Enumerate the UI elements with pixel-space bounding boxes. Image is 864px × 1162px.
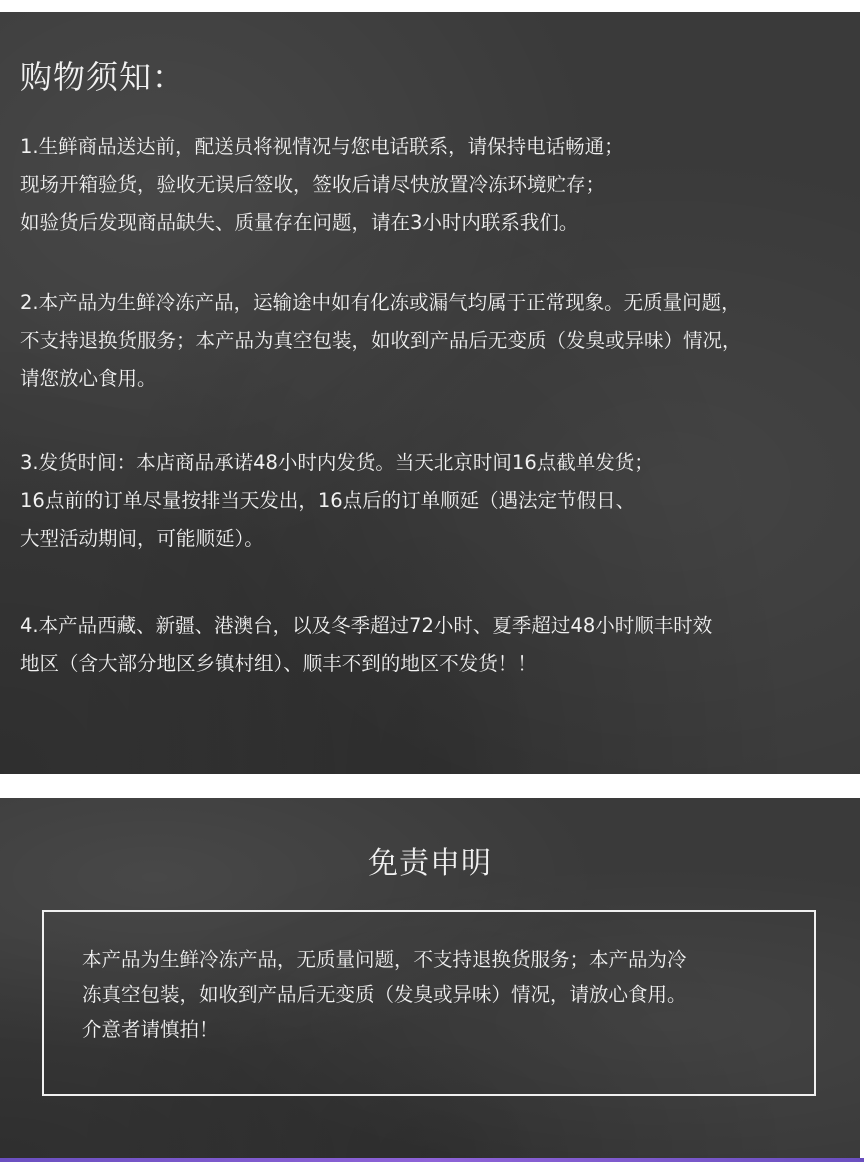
bottom-accent-bar: [0, 1158, 864, 1162]
notice-line: 不支持退换货服务；本产品为真空包装，如收到产品后无变质（发臭或异味）情况，: [20, 329, 742, 352]
disclaimer-panel: [0, 798, 860, 1158]
notice-line: 地区（含大部分地区乡镇村组）、顺丰不到的地区不发货！！: [20, 652, 537, 675]
notice-line: 16点前的订单尽量按排当天发出，16点后的订单顺延（遇法定节假日、: [20, 489, 636, 512]
notice-title: 购物须知：: [20, 58, 186, 96]
notice-item: [20, 444, 654, 558]
notice-line: 4.本产品西藏、新疆、港澳台，以及冬季超过72小时、夏季超过48小时顺丰时效: [20, 614, 713, 637]
notice-line: 大型活动期间，可能顺延）。: [20, 527, 264, 550]
notice-line: 现场开箱验货，验收无误后签收，签收后请尽快放置冷冻环境贮存；: [20, 173, 606, 196]
notice-line: 2.本产品为生鲜冷冻产品，运输途中如有化冻或漏气均属于正常现象。无质量问题，: [20, 291, 741, 314]
notice-item: [20, 284, 742, 398]
notice-line: 3.发货时间：本店商品承诺48小时内发货。当天北京时间16点截单发货；: [20, 451, 654, 474]
notice-item: [20, 128, 624, 242]
disclaimer-title: 免责申明: [368, 846, 492, 881]
shopping-notice-panel: [0, 12, 860, 774]
disclaimer-box: [42, 910, 816, 1096]
notice-item: [20, 607, 712, 683]
notice-line: 1.生鲜商品送达前，配送员将视情况与您电话联系，请保持电话畅通；: [20, 135, 624, 158]
notice-line: 如验货后发现商品缺失、质量存在问题，请在3小时内联系我们。: [20, 211, 579, 234]
disclaimer-line: 介意者请慎拍！: [82, 1018, 219, 1041]
notice-line: 请您放心食用。: [20, 367, 157, 390]
disclaimer-line: 本产品为生鲜冷冻产品，无质量问题，不支持退换货服务；本产品为冷: [82, 948, 687, 971]
disclaimer-line: 冻真空包装，如收到产品后无变质（发臭或异味）情况，请放心食用。: [82, 983, 687, 1006]
disclaimer-text: [82, 942, 687, 1047]
